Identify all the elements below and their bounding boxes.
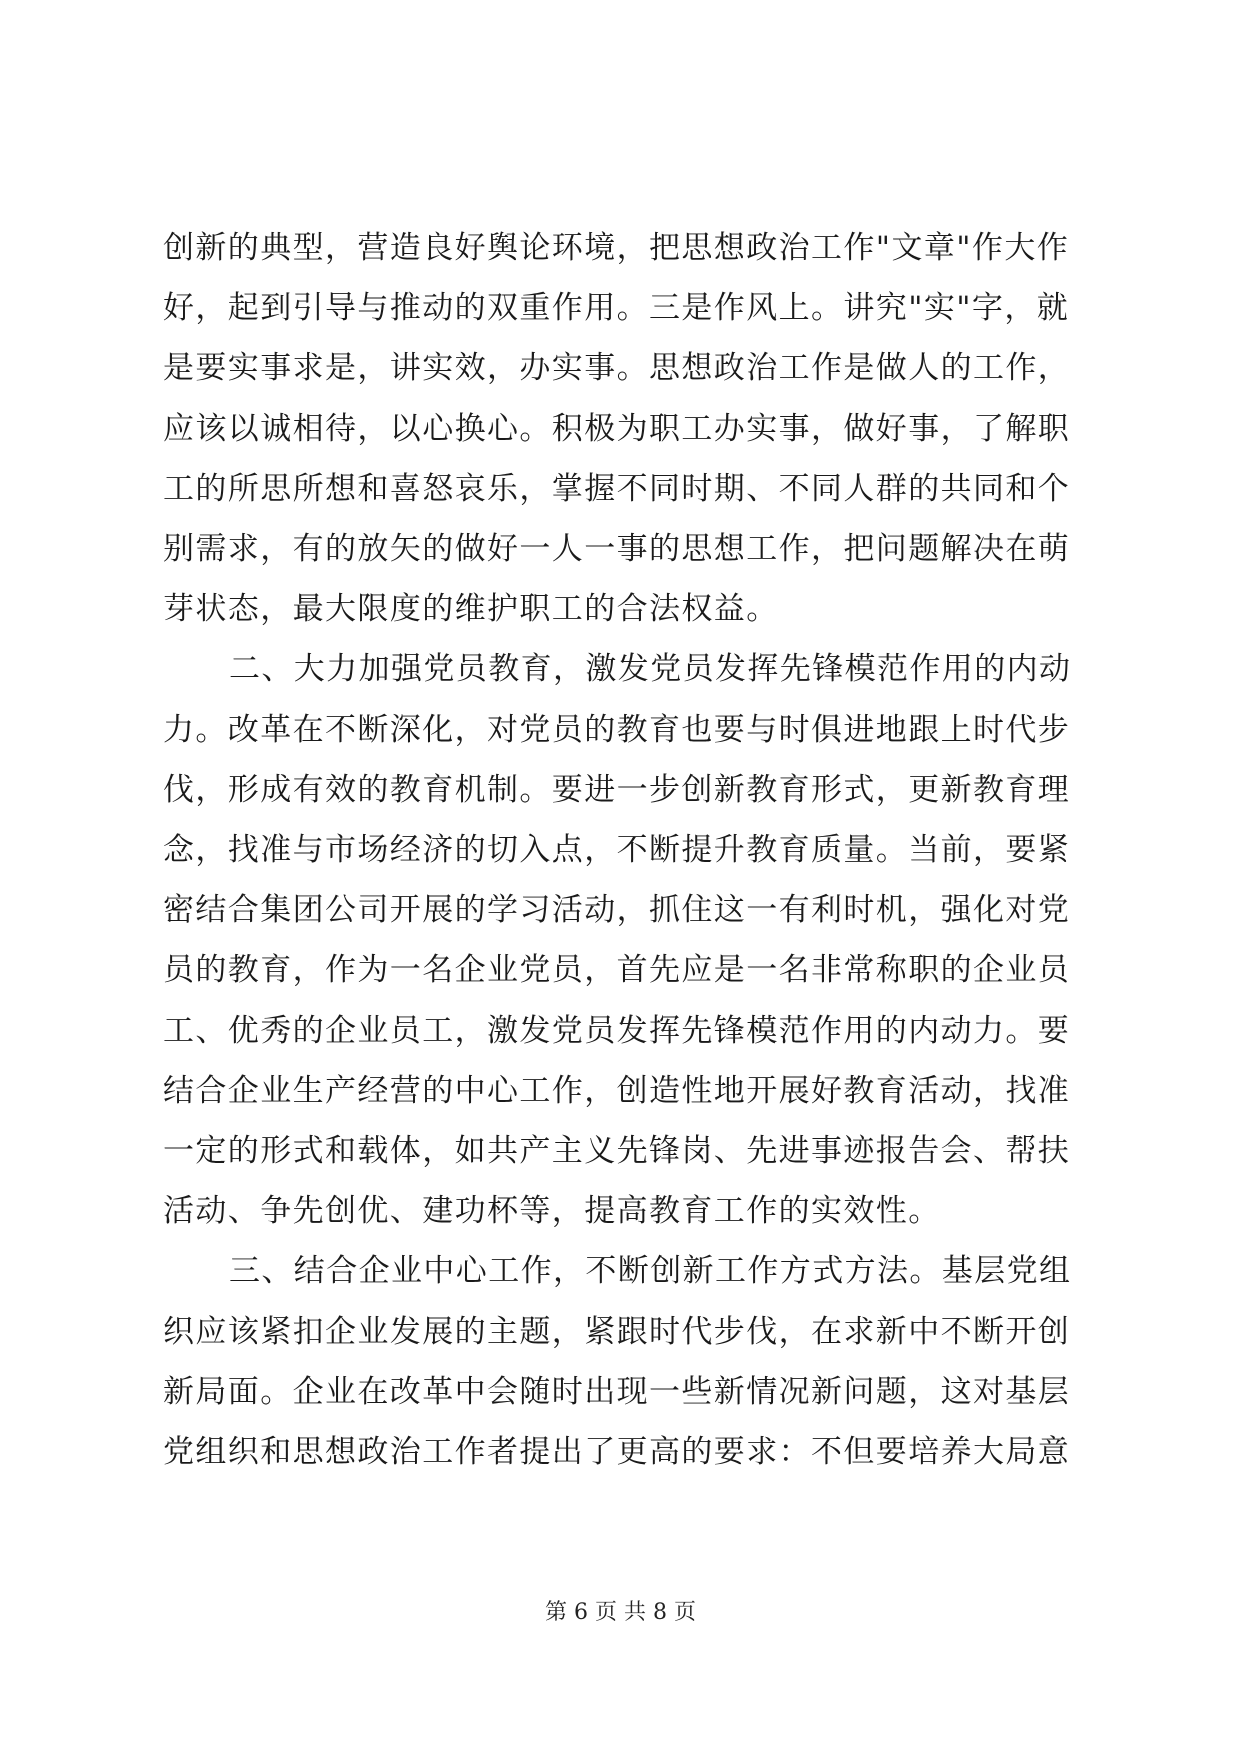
text-line: 一定的形式和载体，如共产主义先锋岗、先进事迹报告会、帮扶 — [163, 1133, 1071, 1169]
text-line: 织应该紧扣企业发展的主题，紧跟时代步伐，在求新中不断开创 — [163, 1314, 1071, 1350]
text-line: 芽状态，最大限度的维护职工的合法权益。 — [163, 591, 779, 627]
text-line: 念，找准与市场经济的切入点，不断提升教育质量。当前，要紧 — [163, 832, 1071, 868]
text-line: 密结合集团公司开展的学习活动，抓住这一有利时机，强化对党 — [163, 892, 1071, 928]
text-line: 别需求，有的放矢的做好一人一事的思想工作，把问题解决在萌 — [163, 531, 1071, 567]
text-line: 伐，形成有效的教育机制。要进一步创新教育形式，更新教育理 — [163, 772, 1071, 808]
text-line: 党组织和思想政治工作者提出了更高的要求：不但要培养大局意 — [163, 1434, 1071, 1470]
page-number-footer: 第 6 页 共 8 页 — [545, 1600, 696, 1625]
text-line: 好，起到引导与推动的双重作用。三是作风上。讲究"实"字，就 — [163, 290, 1070, 326]
text-line: 是要实事求是，讲实效，办实事。思想政治工作是做人的工作， — [163, 350, 1071, 386]
paragraph-first-line: 二、大力加强党员教育，激发党员发挥先锋模范作用的内动 — [229, 651, 1072, 687]
text-line: 员的教育，作为一名企业党员，首先应是一名非常称职的企业员 — [163, 952, 1071, 988]
text-line: 工、优秀的企业员工，激发党员发挥先锋模范作用的内动力。要 — [163, 1013, 1071, 1049]
text-line: 结合企业生产经营的中心工作，创造性地开展好教育活动，找准 — [163, 1073, 1071, 1109]
text-line: 应该以诚相待，以心换心。积极为职工办实事，做好事，了解职 — [163, 411, 1071, 447]
text-line: 新局面。企业在改革中会随时出现一些新情况新问题，这对基层 — [163, 1374, 1071, 1410]
text-line: 工的所思所想和喜怒哀乐，掌握不同时期、不同人群的共同和个 — [163, 471, 1071, 507]
text-line: 创新的典型，营造良好舆论环境，把思想政治工作"文章"作大作 — [163, 230, 1070, 266]
paragraph-first-line: 三、结合企业中心工作，不断创新工作方式方法。基层党组 — [229, 1253, 1072, 1289]
text-line: 活动、争先创优、建功杯等，提高教育工作的实效性。 — [163, 1193, 941, 1229]
text-line: 力。改革在不断深化，对党员的教育也要与时俱进地跟上时代步 — [163, 712, 1071, 748]
